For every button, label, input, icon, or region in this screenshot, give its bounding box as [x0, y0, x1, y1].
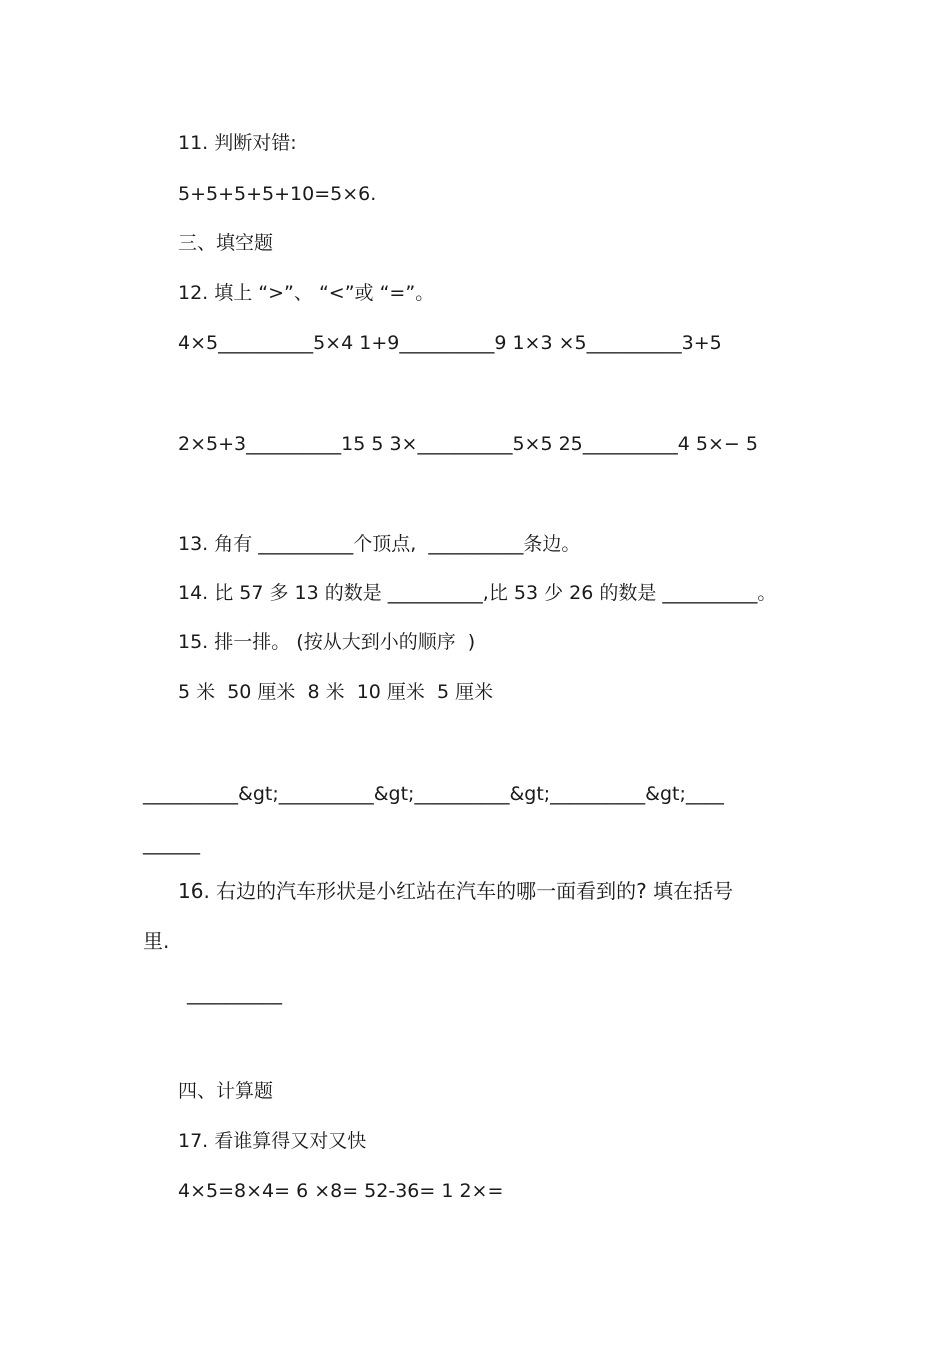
- question-12-title: 12. 填上 “>”、 “<”或 “=”。: [178, 282, 435, 304]
- question-15-blanks-line-2: ______: [143, 833, 200, 855]
- section-4-heading: 四、计算题: [178, 1080, 274, 1102]
- question-17-expressions: 4×5=8×4= 6 ×8= 52-36= 1 2×=: [178, 1180, 504, 1202]
- question-16-line-2: 里.: [143, 929, 170, 953]
- question-15-items: 5 米 50 厘米 8 米 10 厘米 5 厘米: [178, 681, 494, 703]
- question-13: 13. 角有 __________个顶点, __________条边。: [178, 533, 581, 555]
- question-12-row-2: 2×5+3__________15 5 3×__________5×5 25__________4 5×− 5: [178, 433, 758, 455]
- question-11-title: 11. 判断对错:: [178, 132, 297, 154]
- question-12-row-1: 4×5__________5×4 1+9__________9 1×3 ×5__________3+5: [178, 332, 722, 354]
- section-3-heading: 三、填空题: [178, 232, 274, 254]
- question-16-line-1: 16. 右边的汽车形状是小红站在汽车的哪一面看到的? 填在括号: [178, 879, 734, 903]
- question-15-title: 15. 排一排。 (按从大到小的顺序 ): [178, 631, 476, 653]
- question-15-blanks-line-1: __________&gt;__________&gt;__________&gt;__________&gt;____: [143, 783, 724, 805]
- question-14: 14. 比 57 多 13 的数是 __________,比 53 少 26 的数是 __________。: [178, 582, 777, 604]
- question-16-answer-blank: __________: [187, 983, 282, 1005]
- question-11-expression: 5+5+5+5+10=5×6.: [178, 183, 377, 205]
- question-17-title: 17. 看谁算得又对又快: [178, 1130, 367, 1152]
